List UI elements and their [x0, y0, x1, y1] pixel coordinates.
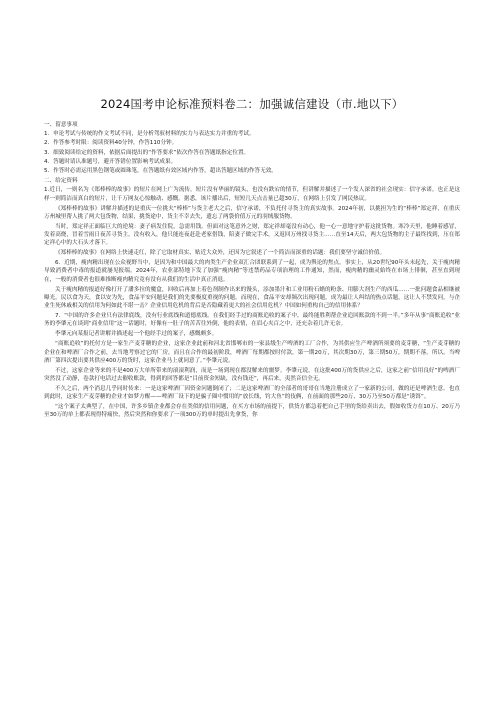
material-paragraph: 不过，这家企业等来的不是400万大单所带来的滚滚利润，而是一场到现在都没解来的噩梦。李肇元说，在这批400万的货供应之后，这家之前“信用良好”的啤酒厂突然没了动静，卷款打电话过去催收账款，得到的回答都是“目前资金短缺，没有钱还”，再后来，夷然音信全无。 — [44, 367, 460, 382]
notes-section-heading: 一、留意事项 — [44, 122, 78, 128]
material-paragraph: 李肇元向某报记者讲解并描述起一个他经手过的案子，感慨颇多。 — [55, 331, 218, 338]
material-paragraph: 《郑棒棒的故事》在网络上快速走红，除了它取材真实、贴近大众外，还因为它叙述了一个简洁而深重的话题：我们要坚守诚信价值。 — [55, 250, 386, 257]
note-item: 5．作答时必需运用黑色钢笔或圆珠笔，在答题纸有效区域内作答，超出答题区域的作答无效。 — [44, 168, 277, 175]
note-item: 4．答题时请认准题号，避开答错位置影响考试成果。 — [44, 158, 177, 165]
note-item: 3．细致阅读给定的资料，依据后面提出的“作答要求”依次作答在答题纸指定位置。 — [44, 149, 250, 156]
material-paragraph: “这个案子太典型了，在中国，许多乡镇企业都会存在类似的信用问题，在买方市场的前提下，供货方都急着把自己手里的货给卖出去，假如收货方在10万、20万乃至30万的单上都表现得特痛快，然后突然和你要求了一项300万的单时提出先拿货，你 — [44, 404, 460, 419]
materials-body — [44, 186, 460, 419]
material-paragraph: 关于瘦肉精的报道好像打开了潘多拉的魔盒，回收后再加上着色剂制作出来的馒头，添加墨汁和工业用粉石蜡的粉条、用膨大剂生产的西瓜……一批问题食品相继被曝光。民以食为天，食以安为先，食品平安问题是我们的先要极度重视的问题。而现在，食品平安却频次出现问题，成为最让人纠结的热点话题，这让人不禁发问，与企业生死休戚相关的信用为何如此不堪一击？企业信用危机的背后是否隐藏着更大的社会信用危机？中国如何重构自己的信用体系？ — [44, 286, 460, 310]
note-item: 2．作答参考时限：阅读资料40分钟，作答110分钟。 — [44, 140, 178, 147]
material-paragraph: 1.近日，一则名为《郑棒棒的故事》的短片在网上广为流传。短片没有华丽的镜头，也没有跌宕的情节，但讲解并描述了一个发人深省的社会现实：信守承诺。也正是这样一则简洁而真白的短片，让千万网友心惊触动、感慨。据悉，该片播出后，短短几天点击量已超30万，在网络上引发了网民热议。 — [44, 187, 460, 202]
material-paragraph: 6．近期，瘦肉精出现在公众视野当中，是因为和中国最大的肉类生产企业双汇合团联系到了一起，成为舆论的焦点。事实上，从20世纪90年头末起先，关于瘦肉精导致消费者中毒的报道就屡见报端。2024年，农业部特地下发了加强“瘦肉精”等违禁药品专项治理的工作通知，然而，瘦肉精的幽灵始终在市场上徘徊，甚至直到现在，一般的消费者也很难推断瘦肉精究竟有没有从我们的生活中真正消退。 — [44, 260, 460, 283]
document-title: 2024国考申论标准预料卷二：加强诚信建设（市.地以下） — [100, 97, 404, 111]
material-paragraph: “商账追收”的托付方是一家生产麦芽糖的企业，这家企业此前和河北省邯郸市的一家县级生产啤酒的工厂合作，为其供应生产啤酒所须要的麦芽糖，“生产麦芽糖的企业在和啤酒厂合作之前，去当地考察过它的厂房，而且在合作的最初阶段，啤酒厂每期都按时付款，第一期20万，其次期30万，第三期50万，期期不落。所以，当啤酒厂第四次提出要其供应400万的货时，这家企业马上就同意了。”李肇元说。 — [44, 341, 460, 364]
notes-list — [44, 130, 460, 175]
material-paragraph: 不久之后，两个消息几乎同时传来：一是这家啤酒厂因资金问题倒闭了；二是这家啤酒厂的全部者的哥哥在当地注册成立了一家新的公司，做的还是啤酒生意。也直到此时，这家生产麦芽糖的企业才如梦方醒——啤酒厂设下的是骗子圈中惯用的“放长线，钓大鱼”的伎俩，在前面的那些20万、30万乃至50万都是“诱饵”。 — [44, 385, 460, 401]
note-item: 1．申论考试与传统的作文考试不同，是分析驾驭材料的实力与表达实力并重的考试。 — [44, 131, 255, 138]
materials-section-heading: 二、给定资料 — [44, 178, 78, 185]
material-paragraph: 《郑棒棒的故事》讲解并描述的是重庆一位挑夫“棒棒”与货主老大之后，信守承诺，不负托付寻货主的真实故事。2024年初，以挑担为生的“棒棒”郑定祥，在重庆万州城里帮人挑了两大包货物，结果，挑货途中，货主不幸去失，遗忘了两袋价值万元的羽绒服货物。 — [44, 205, 460, 220]
material-paragraph: 7．“中国的许多企业只有法律底线，没有行业底线和道德底线。在我们经手过的商账追收的案子中，最终能胜利帮企业追回账款的不到一半。”多年从事“商账追收”业务的李肇元在谈到“商业信用”这一话题时，好像有一肚子的苦苦往外倒，他的表情，在眉心夹百之中，还充杂着几许无奈。 — [44, 313, 460, 328]
material-paragraph: 当时，郑定祥正面临巨大的逆境：妻子病发住院，急需用钱。但面对这笔意外之财，郑定祥却毫没有动心，他一心一意地守护着这批货物。寒冷天里，他睡着感冒，发着高烧，冒着雪雨日夜苦寻货主。没有收入，他只能连夜赶赴老家借钱，陪妻子做完手术，又返回万州找寻货主……直至14天后，两大包货物的主子最终找到，压在郑定祥心中的大石头才落下。 — [44, 223, 460, 247]
